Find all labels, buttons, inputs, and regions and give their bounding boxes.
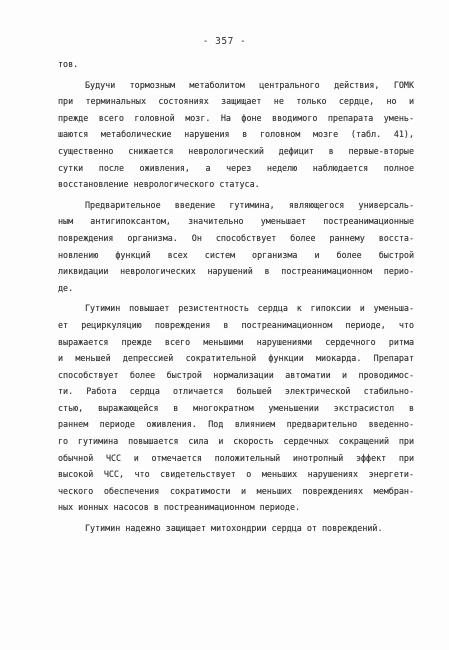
text-line: ликвидации неврологических нарушений в постреанимационном перио- [58, 266, 414, 277]
text-line: ным антигипоксантом, значительно уменьшает постреанимационные [58, 216, 414, 227]
text-line: Будучи тормозным метаболитом центрального действия, ГОМК [85, 79, 414, 90]
text-line: при терминальных состояниях защищает не только сердце, но и [58, 96, 414, 107]
text-line: и меньшей депрессией сократительной функции миокарда. Препарат [58, 353, 414, 364]
paragraph [58, 520, 414, 537]
paragraph [58, 56, 414, 73]
text-line: способствует более быстрой нормализации автоматии и проводимос- [58, 369, 414, 380]
text-line: раннем периоде оживления. Под влиянием предварительно введенно- [58, 419, 414, 430]
text-line: выражается прежде всего меньшими нарушениями сердечного ритма [58, 336, 414, 347]
text-line: прежде всего головной мозг. На фоне вводимого препарата умень- [58, 112, 414, 123]
text-line: ных ионных насосов в постреанимационном периоде. [58, 502, 301, 513]
text-line: Гутимин надежно защищает митохондрии сердца от повреждений. [85, 523, 383, 534]
text-line: восстановление неврологического статуса. [58, 179, 260, 190]
paragraph [58, 77, 414, 193]
body-text [58, 56, 414, 537]
text-line: новлению функций всех систем организма и более быстрой [58, 249, 414, 260]
text-line: тов. [58, 59, 79, 69]
text-line: ческого обеспечения сократимости и меньших повреждениях мембран- [58, 485, 414, 496]
paragraph [58, 300, 414, 516]
text-line: Гутимин повышает резистентность сердца к гипоксии и уменьша- [85, 303, 414, 314]
text-line: повреждения организма. Он способствует более раннему восста- [58, 232, 414, 243]
text-line: де. [58, 282, 74, 293]
text-line: сутки после оживления, а через неделю наблюдается полное [58, 162, 414, 173]
text-line: существенно снижается неврологический дефицит в первые-вторые [58, 145, 414, 156]
paragraph [58, 197, 414, 297]
page-number: - 357 - [202, 36, 247, 47]
text-line: высокой ЧСС, что свидетельствует о меньших нарушениях энергети- [58, 469, 414, 480]
text-line: го гутимина повышается сила и скорость сердечных сокращений при [58, 436, 414, 447]
text-line: Предварительное введение гутимина, являющегося универсаль- [85, 199, 414, 210]
text-line: шаются метаболические нарушения в головном мозге (табл. 41), [58, 129, 414, 140]
text-line: ти. Работа сердца отличается большей электрической стабильно- [58, 386, 414, 397]
text-line: стью, выражающейся в многократном уменьшении экстрасистол в [58, 402, 414, 413]
text-line: обычной ЧСС и отмечается положительный инотропный эффект при [58, 452, 414, 463]
text-line: ет рециркуляцию повреждения в постреанимационном периоде, что [58, 319, 414, 330]
